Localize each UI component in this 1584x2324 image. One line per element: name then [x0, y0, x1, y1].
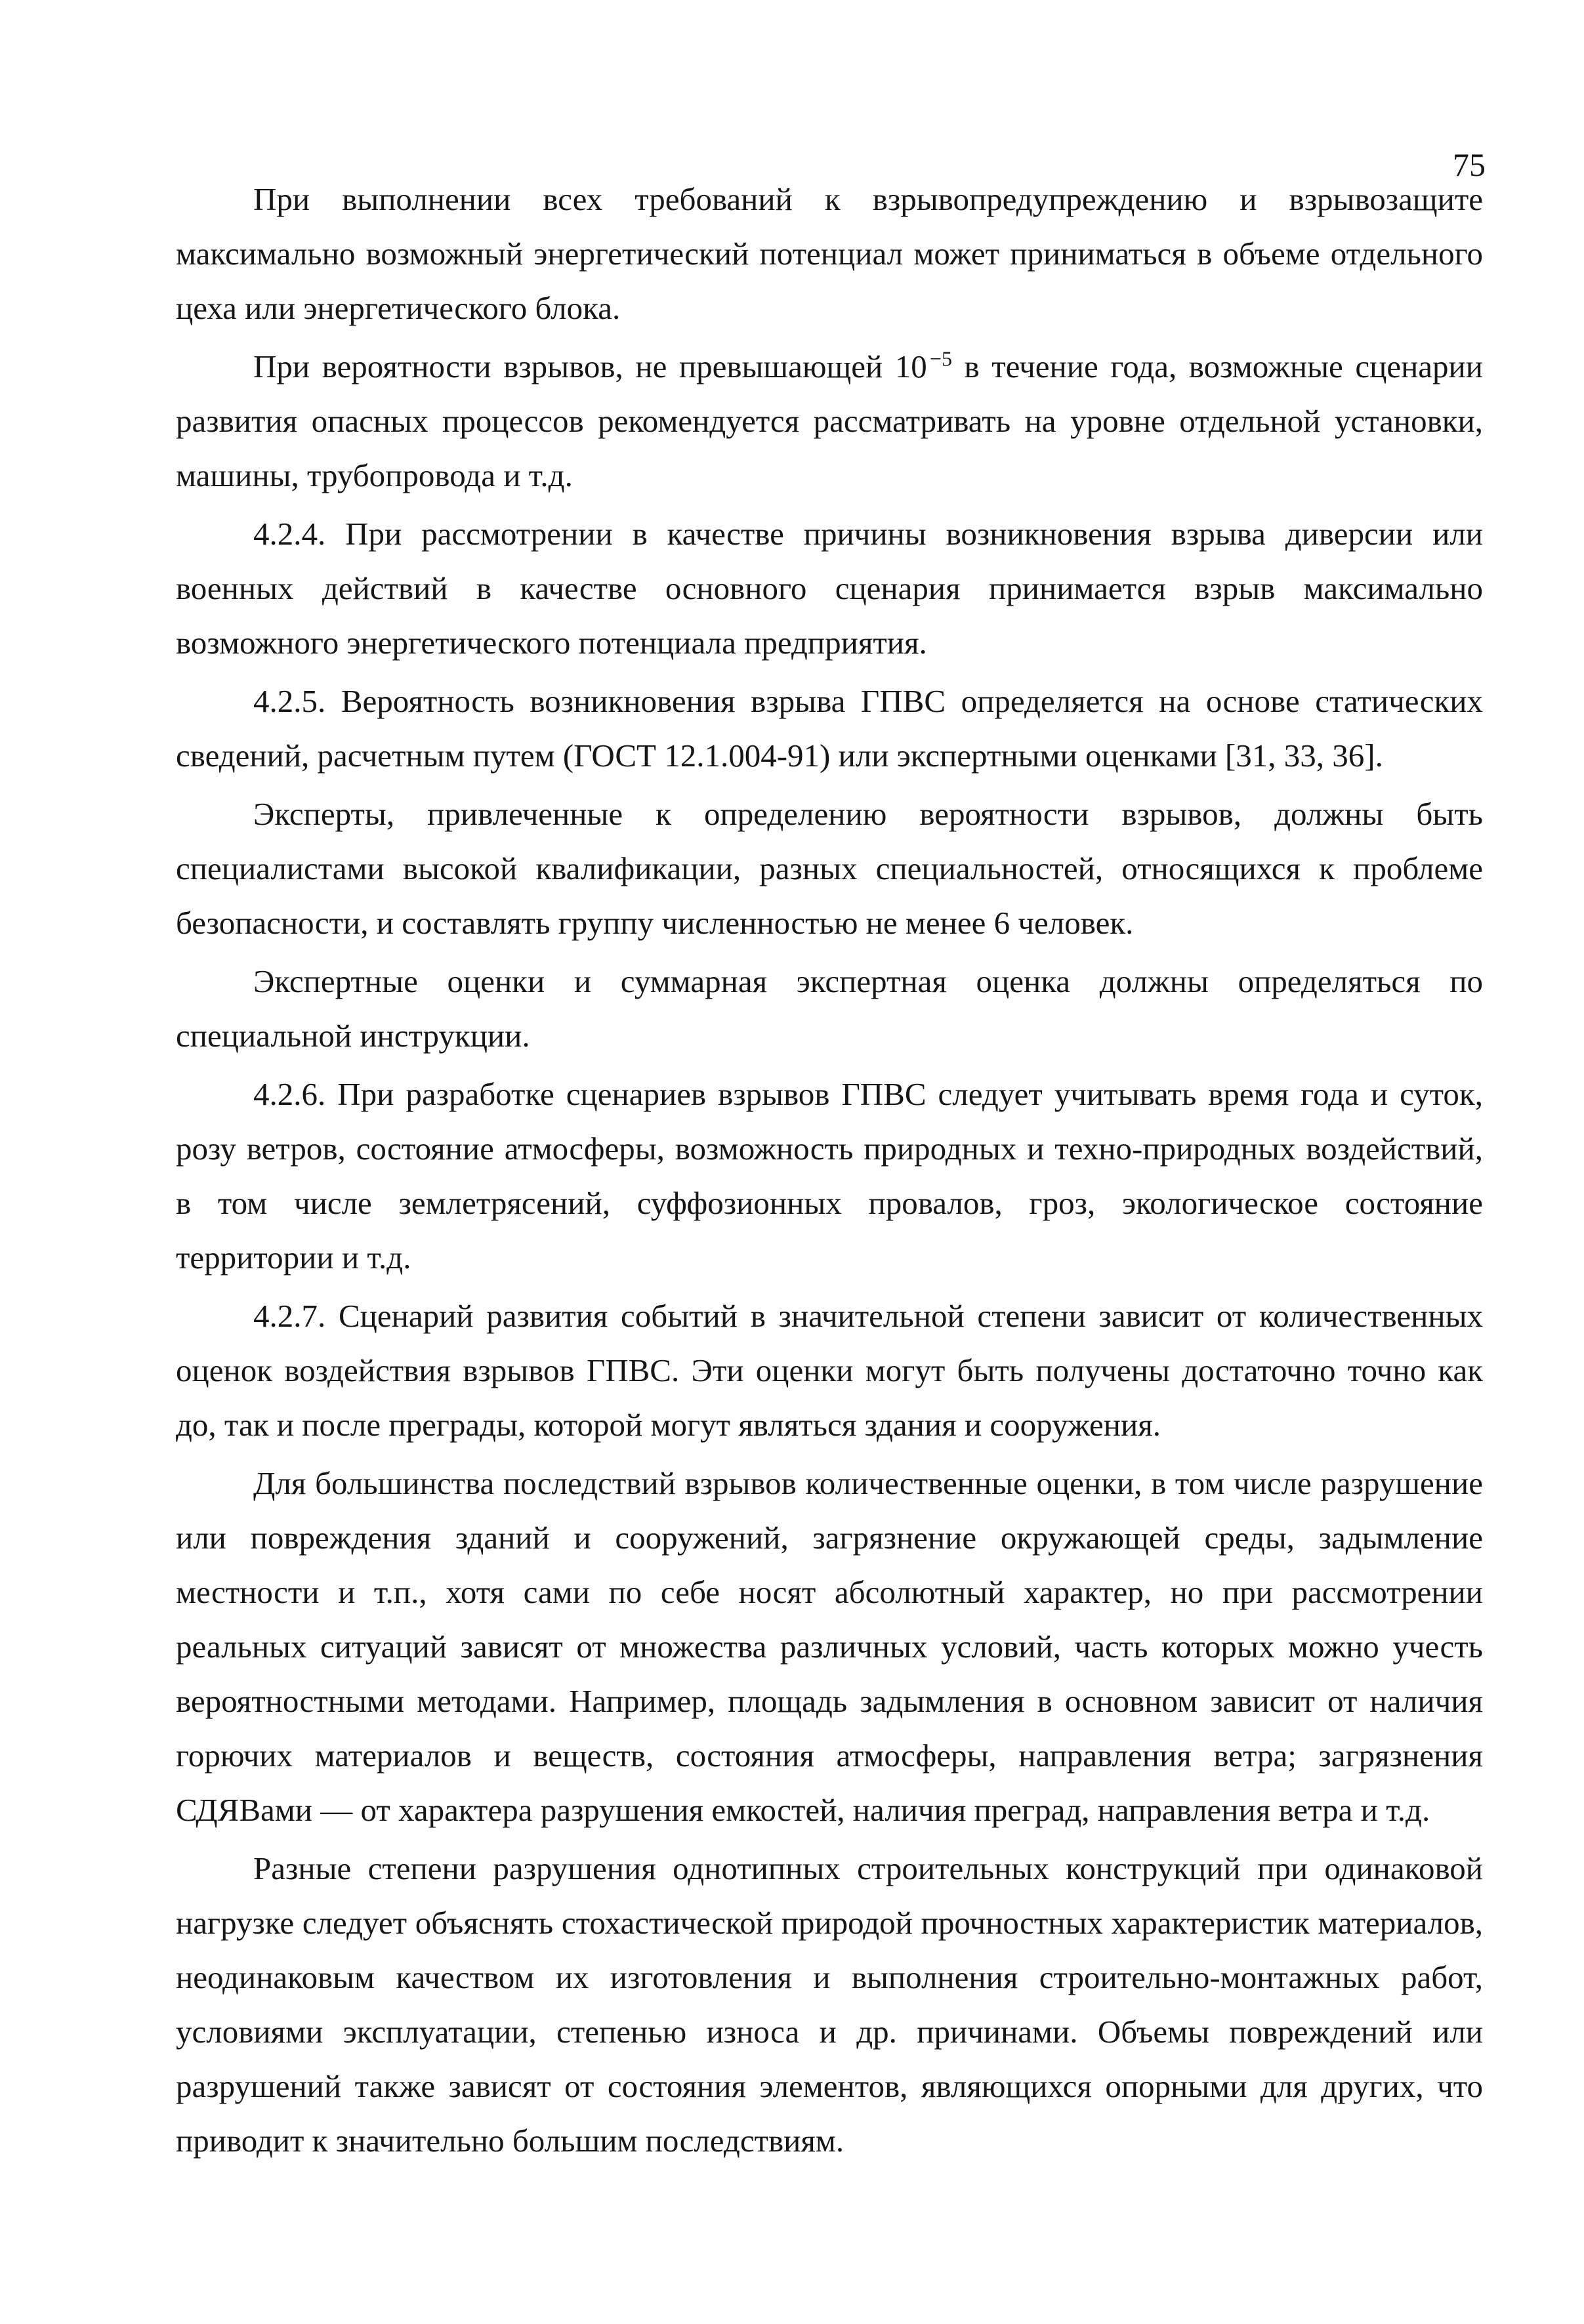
paragraph: При выполнении всех требований к взрывопредупреждению и взрывозащите максимально возможный энергетический потенциал может приниматься в объеме отдельного цеха или энергетического блока.	[176, 181, 1483, 326]
paragraph-text-before: При вероятности взрывов, не превышающей 10	[253, 348, 927, 384]
paragraph: Для большинства последствий взрывов количественные оценки, в том числе разрушение или повреждения зданий и сооружений, загрязнение окружающей среды, задымление местности и т.п., хотя сами по себе носят абсолютный характер, но при рассмотрении реальных ситуаций зависят от множества различных условий, часть которых можно учесть вероятностными методами. Например, площадь задымления в основном зависит от наличия горючих материалов и веществ, состояния атмосферы, направления ветра; загрязнения СДЯВами — от характера разрушения емкостей, наличия преград, направления ветра и т.д.	[176, 1465, 1483, 1828]
paragraph: 4.2.5. Вероятность возникновения взрыва ГПВС определяется на основе статических сведений, расчетным путем (ГОСТ 12.1.004-91) или экспертными оценками [31, 33, 36].	[176, 683, 1483, 774]
text-body	[176, 172, 1483, 2168]
exponent: −5	[929, 346, 952, 371]
paragraph: 4.2.4. При рассмотрении в качестве причины возникновения взрыва диверсии или военных действий в качестве основного сценария принимается взрыв максимально возможного энергетического потенциала предприятия.	[176, 516, 1483, 661]
paragraph: Эксперты, привлеченные к определению вероятности взрывов, должны быть специалистами высокой квалификации, разных специальностей, относящихся к проблеме безопасности, и составлять группу численностью не менее 6 человек.	[176, 796, 1483, 941]
paragraph-text-after: в течение года, возможные сценарии развития опасных процессов рекомендуется рассматривать на уровне отдельной установки, машины, трубопровода и т.д.	[176, 348, 1483, 493]
page-number: 75	[1453, 146, 1486, 183]
paragraph: 4.2.7. Сценарий развития событий в значительной степени зависит от количественных оценок воздействия взрывов ГПВС. Эти оценки могут быть получены достаточно точно как до, так и после преграды, которой могут являться здания и сооружения.	[176, 1298, 1483, 1443]
paragraph: 4.2.6. При разработке сценариев взрывов ГПВС следует учитывать время года и суток, розу ветров, состояние атмосферы, возможность природных и техно-природных воздействий, в том числе землетрясений, суффозионных провалов, гроз, экологическое состояние территории и т.д.	[176, 1076, 1483, 1276]
paragraph: Экспертные оценки и суммарная экспертная оценка должны определяться по специальной инструкции.	[176, 963, 1483, 1054]
paragraph: Разные степени разрушения однотипных строительных конструкций при одинаковой нагрузке следует объяснять стохастической природой прочностных характеристик материалов, неодинаковым качеством их изготовления и выполнения строительно-монтажных работ, условиями эксплуатации, степенью износа и др. причинами. Объемы повреждений или разрушений также зависят от состояния элементов, являющихся опорными для других, что приводит к значительно большим последствиям.	[176, 1850, 1483, 2159]
paragraph-with-exponent	[176, 339, 1483, 503]
